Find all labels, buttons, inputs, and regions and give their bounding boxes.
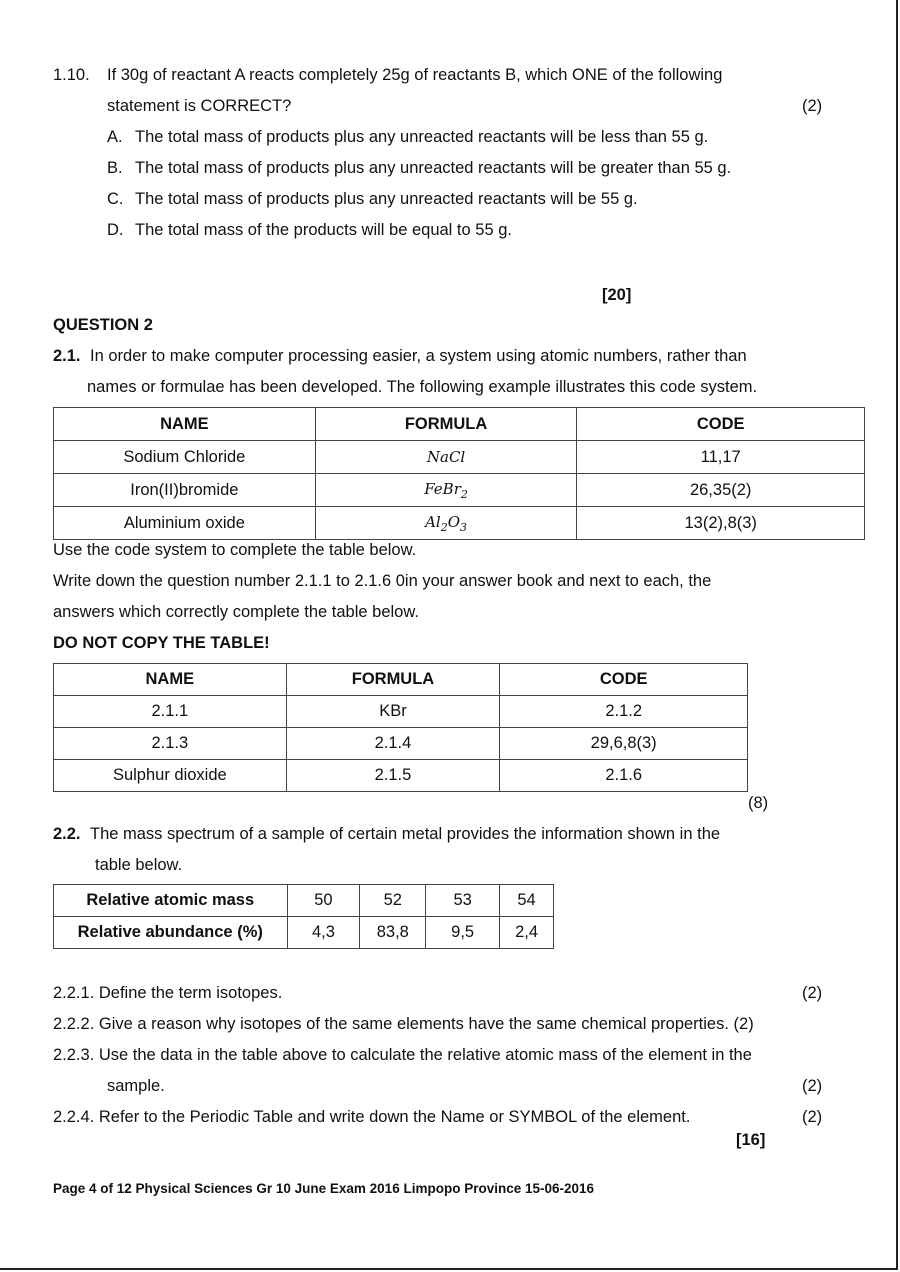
question-text-line: names or formulae has been developed. The following example illustrates this code system. — [87, 378, 758, 396]
instruction-text: Use the code system to complete the table below. — [53, 541, 417, 559]
sub-question: 2.2.3. Use the data in the table above to calculate the relative atomic mass of the element in the — [53, 1046, 752, 1064]
table-cell: 2.1.1 — [54, 696, 287, 728]
sub-question: 2.2.2. Give a reason why isotopes of the same elements have the same chemical properties. (2) — [53, 1015, 754, 1033]
table-cell: 2.1.5 — [286, 760, 500, 792]
mass-spectrum-table — [53, 884, 554, 949]
table-cell: 13(2),8(3) — [577, 507, 865, 540]
question-number: 1.10. — [53, 66, 90, 84]
marks-label: (2) — [802, 97, 823, 115]
table-row — [54, 728, 748, 760]
formula-subscript: 2 — [440, 520, 448, 534]
marks-label: (8) — [748, 794, 769, 812]
row-label: Relative atomic mass — [54, 885, 288, 917]
table-cell: KBr — [286, 696, 500, 728]
question-text-line: table below. — [95, 856, 183, 874]
column-header: FORMULA — [315, 408, 577, 441]
formula-cell — [315, 474, 577, 507]
column-header: CODE — [500, 664, 748, 696]
table-cell: 2.1.4 — [286, 728, 500, 760]
table-cell: Sulphur dioxide — [54, 760, 287, 792]
instruction-text: Write down the question number 2.1.1 to 2.1.6 0in your answer book and next to each, the — [53, 572, 712, 590]
section-total: [20] — [602, 286, 632, 304]
option-letter: D. — [107, 221, 124, 239]
table-cell: 2,4 — [500, 917, 554, 949]
table-row — [54, 507, 865, 540]
table-cell: 9,5 — [426, 917, 500, 949]
option-text: The total mass of products plus any unreacted reactants will be greater than 55 g. — [135, 159, 732, 177]
table-cell: 2.1.2 — [500, 696, 748, 728]
column-header: NAME — [54, 664, 287, 696]
table-cell: 50 — [287, 885, 360, 917]
table-cell: 2.1.3 — [54, 728, 287, 760]
column-header: NAME — [54, 408, 316, 441]
table-cell: Sodium Chloride — [54, 441, 316, 474]
marks-label: (2) — [802, 1077, 823, 1095]
table-cell: 11,17 — [577, 441, 865, 474]
formula-subscript: 2 — [460, 487, 468, 501]
table-cell: Iron(II)bromide — [54, 474, 316, 507]
question-text-line: statement is CORRECT? — [107, 97, 292, 115]
table-row — [54, 760, 748, 792]
table-cell: Aluminium oxide — [54, 507, 316, 540]
table-row — [54, 885, 554, 917]
row-label: Relative abundance (%) — [54, 917, 288, 949]
column-header: FORMULA — [286, 664, 500, 696]
section-total: [16] — [736, 1131, 766, 1149]
sub-question: 2.2.1. Define the term isotopes. — [53, 984, 283, 1002]
code-example-table — [53, 407, 865, 540]
question-text-line: The mass spectrum of a sample of certain metal provides the information shown in the — [90, 825, 721, 843]
marks-label: (2) — [802, 1108, 823, 1126]
formula-part: O — [447, 512, 461, 531]
instruction-text: answers which correctly complete the table below. — [53, 603, 419, 621]
table-cell: 53 — [426, 885, 500, 917]
formula-subscript: 3 — [460, 520, 468, 534]
formula-cell — [315, 507, 577, 540]
table-row — [54, 474, 865, 507]
complete-table — [53, 663, 748, 792]
option-text: The total mass of the products will be equal to 55 g. — [135, 221, 512, 239]
table-row — [54, 441, 865, 474]
formula-part: FeBr — [424, 479, 461, 498]
table-cell: 83,8 — [360, 917, 426, 949]
table-cell: 4,3 — [287, 917, 360, 949]
table-cell: 26,35(2) — [577, 474, 865, 507]
table-row — [54, 696, 748, 728]
option-letter: B. — [107, 159, 123, 177]
formula-cell: NaCl — [315, 441, 577, 474]
marks-label: (2) — [802, 984, 823, 1002]
formula-part: Al — [425, 512, 441, 531]
table-row — [54, 917, 554, 949]
section-heading: QUESTION 2 — [53, 316, 153, 334]
warning-text: DO NOT COPY THE TABLE! — [53, 634, 270, 652]
question-number: 2.2. — [53, 825, 81, 843]
option-text: The total mass of products plus any unreacted reactants will be 55 g. — [135, 190, 638, 208]
table-cell: 54 — [500, 885, 554, 917]
table-cell: 29,6,8(3) — [500, 728, 748, 760]
question-text-line: In order to make computer processing easier, a system using atomic numbers, rather than — [90, 347, 747, 365]
question-text-line: If 30g of reactant A reacts completely 25g of reactants B, which ONE of the following — [107, 66, 723, 84]
question-number: 2.1. — [53, 347, 81, 365]
sub-question: 2.2.4. Refer to the Periodic Table and write down the Name or SYMBOL of the element. — [53, 1108, 691, 1126]
table-header-row — [54, 664, 748, 696]
sub-question: sample. — [107, 1077, 165, 1095]
table-cell: 2.1.6 — [500, 760, 748, 792]
option-letter: A. — [107, 128, 123, 146]
option-letter: C. — [107, 190, 124, 208]
option-text: The total mass of products plus any unreacted reactants will be less than 55 g. — [135, 128, 709, 146]
column-header: CODE — [577, 408, 865, 441]
table-header-row — [54, 408, 865, 441]
page-footer: Page 4 of 12 Physical Sciences Gr 10 June Exam 2016 Limpopo Province 15-06-2016 — [53, 1181, 595, 1196]
table-cell: 52 — [360, 885, 426, 917]
